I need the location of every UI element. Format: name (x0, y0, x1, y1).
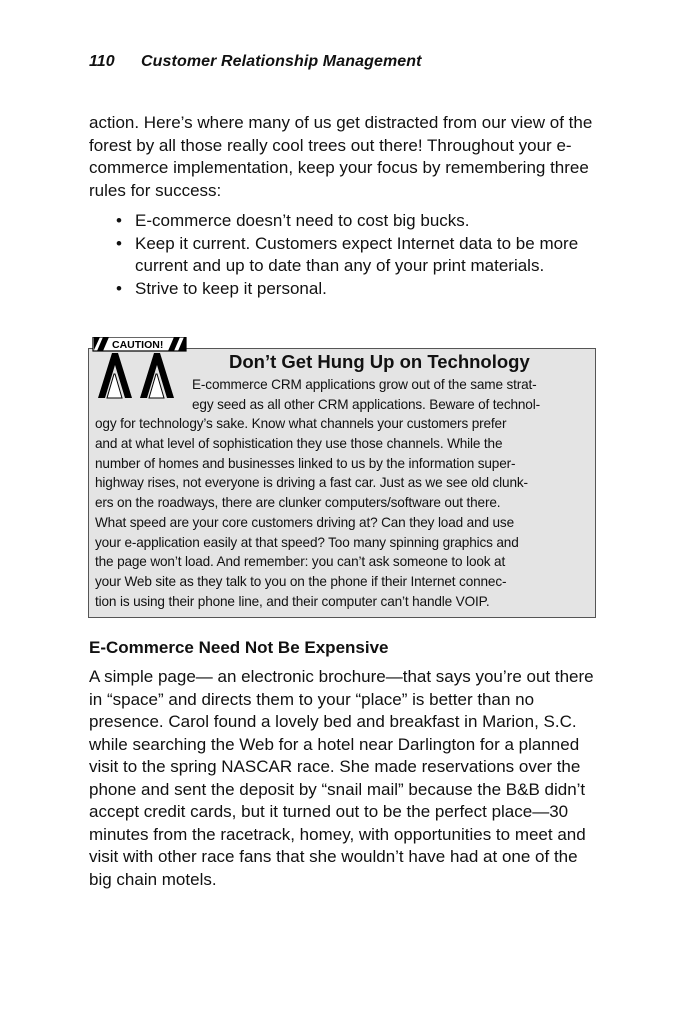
caution-line: E-commerce CRM applications grow out of the same strat- (192, 377, 537, 392)
list-item (116, 278, 586, 301)
caution-line: What speed are your core customers driving at? Can they load and use (95, 514, 514, 530)
caution-line: ogy for technology’s sake. Know what channels your customers prefer (95, 416, 507, 431)
caution-line: tion is using their phone line, and their computer can’t handle VOIP. (95, 593, 490, 609)
bullet-icon: • (116, 233, 122, 253)
caution-line: highway rises, not everyone is driving a fast car. Just as we see old clunk- (95, 475, 528, 491)
page-number: 110 (89, 53, 115, 70)
running-header (89, 53, 422, 71)
caution-text-beside-icon (192, 375, 540, 415)
caution-line: number of homes and businesses linked to us by the information super- (95, 455, 516, 471)
book-title: Customer Relationship Management (141, 53, 422, 70)
intro-paragraph: action. Here’s where many of us get distracted from our view of the forest by all those really cool trees out there! Throughout your e-commerce implementation, keep your focus by remembering three rules for success: (89, 113, 593, 200)
rules-list (116, 210, 586, 300)
list-item-text: Strive to keep it personal. (135, 278, 327, 298)
section-paragraph: A simple page— an electronic brochure—that says you’re out there in “space” and directs them to your “place” is better than no presence. Carol found a lovely bed and breakfast in Marion, S.C. while searching the Web for a hotel near Darlington for a planned visit to the spring NASCAR race. She made reservations over the phone and sent the deposit by “snail mail” because the B&B didn’t accept credit cards, but it turned out to be the perfect place—30 minutes from the racetrack, homey, with opportunities to meet and visit with other race fans that she wouldn’t have had at one of the big chain motels. (89, 667, 594, 889)
caution-title: Don’t Get Hung Up on Technology (229, 351, 530, 372)
caution-line: and at what level of sophistication they use those channels. While the (95, 435, 503, 451)
caution-line: the page won’t load. And remember: you can’t ask someone to look at (95, 554, 506, 570)
caution-line: ers on the roadways, there are clunker computers/software out there. (95, 495, 501, 510)
list-item (116, 210, 586, 233)
caution-icon-label: CAUTION! (112, 339, 164, 351)
bullet-icon: • (116, 211, 122, 230)
caution-icon (92, 337, 188, 399)
caution-line: egy seed as all other CRM applications. Beware of technol- (192, 396, 540, 412)
caution-line: your e-application easily at that speed? Too many spinning graphics and (95, 534, 519, 550)
caution-line: your Web site as they talk to you on the phone if their Internet connec- (95, 574, 507, 589)
section-heading: E-Commerce Need Not Be Expensive (89, 638, 389, 657)
caution-text (95, 414, 528, 612)
bullet-icon: • (116, 278, 122, 298)
caution-sidebar (88, 339, 596, 618)
list-item (116, 233, 586, 278)
list-item-text: E-commerce doesn’t need to cost big bucks. (135, 211, 470, 230)
list-item-text: Keep it current. Customers expect Internet data to be more current and up to date than any of your print materials. (135, 233, 579, 275)
